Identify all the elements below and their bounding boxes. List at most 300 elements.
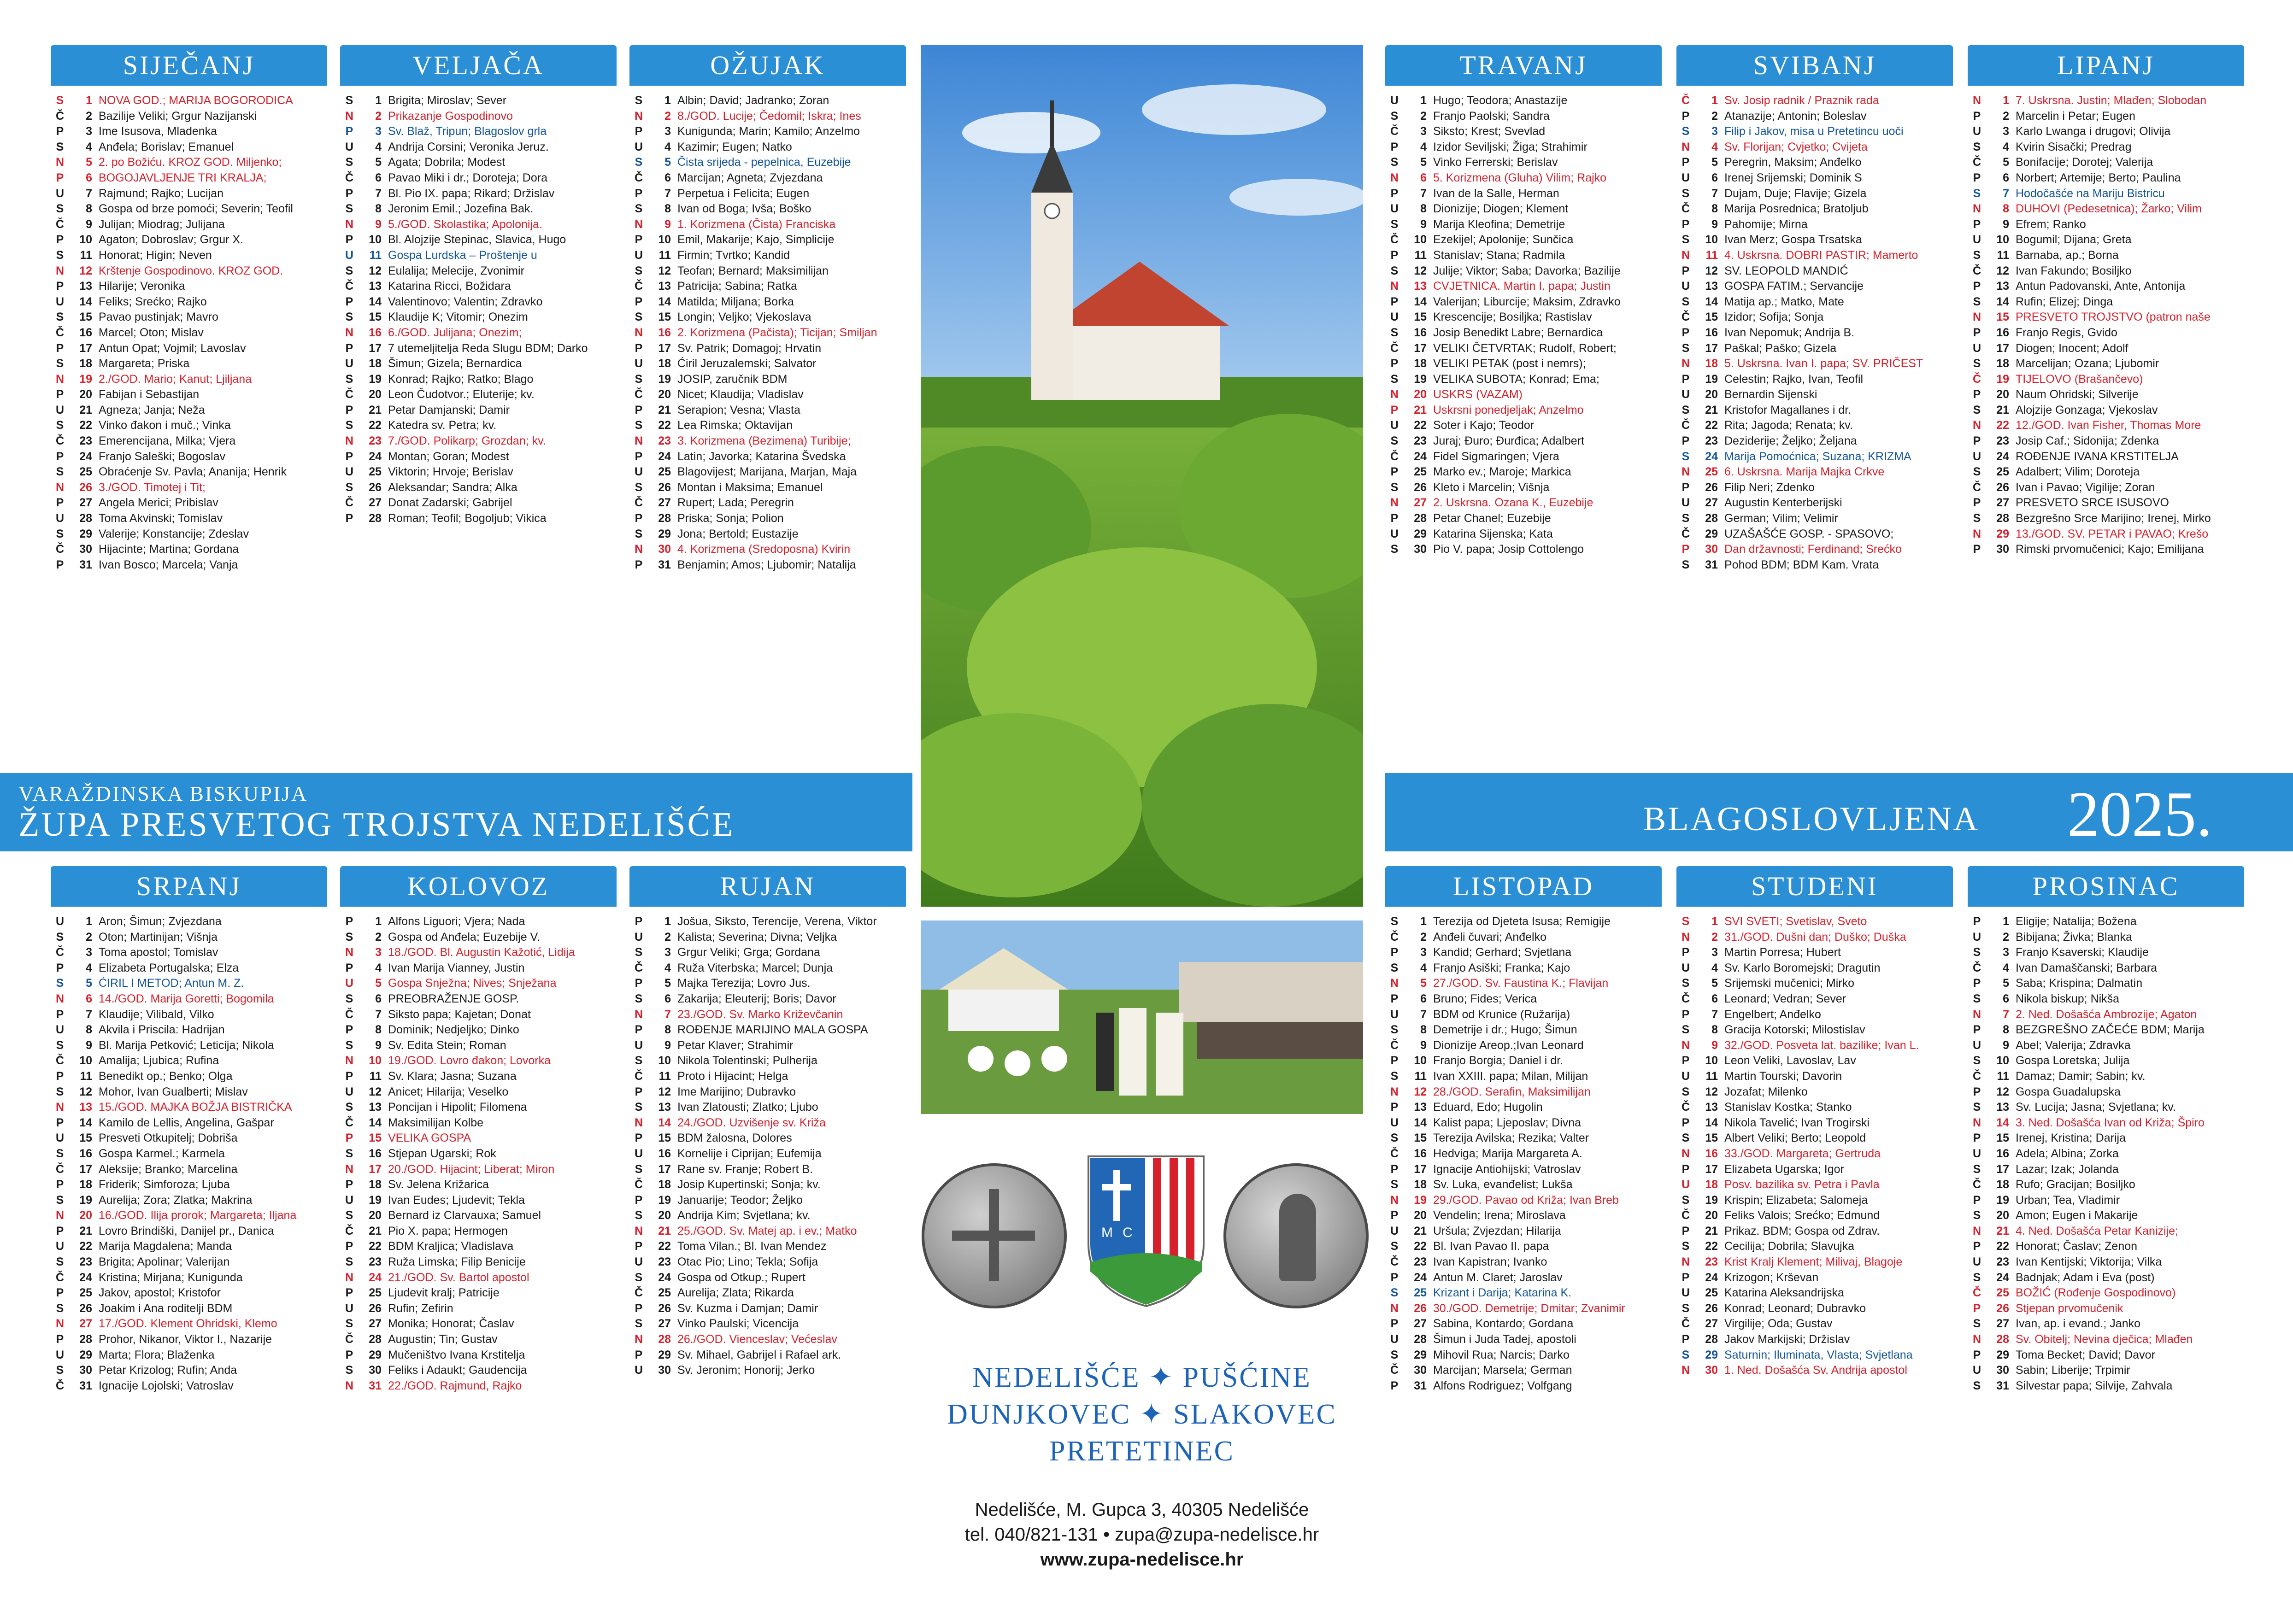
day-row [1676,914,1953,930]
day-number: 8 [375,1023,382,1037]
weekday-letter: Č [1681,1209,1690,1222]
saint-names: BEZGREŠNO ZAČEĆE BDM; Marija [2016,1023,2205,1037]
day-row [1968,1255,2244,1270]
day-row [340,1348,617,1363]
weekday-letter: N [55,481,65,494]
saint-names: Nikola Tavelić; Ivan Trogirski [1724,1116,1870,1129]
day-row [1385,186,1662,202]
day-number: 25 [658,1286,671,1300]
day-number: 22 [1996,419,2009,432]
weekday-letter: U [634,357,643,370]
day-number: 18 [1996,1178,2009,1191]
day-row [629,930,906,945]
weekday-letter: Č [345,280,354,293]
weekday-letter: U [1681,1286,1690,1300]
day-number: 28 [369,512,382,525]
saint-names: 29./GOD. Pavao od Križa; Ivan Breb [1433,1193,1619,1207]
day-row [1968,1332,2244,1348]
day-row [1385,1131,1662,1146]
weekday-letter: S [635,372,643,386]
weekday-letter: S [56,1085,64,1098]
day-number: 25 [369,465,382,479]
day-row [1968,294,2244,310]
day-number: 2 [1711,109,1718,123]
day-number: 15 [1414,1132,1427,1145]
day-row [51,1301,327,1317]
day-number: 25 [1705,465,1718,479]
day-row [1676,325,1953,341]
weekday-letter: P [1390,1317,1399,1331]
day-row [340,961,617,976]
weekday-letter: S [56,140,64,153]
saint-names: 22./GOD. Rajmund, Rajko [388,1379,522,1392]
saint-names: Bruno; Fides; Verica [1433,992,1537,1005]
day-row [1968,976,2244,991]
weekday-letter: U [1972,1038,1981,1052]
day-row [340,1239,617,1255]
day-row [629,325,906,341]
saint-names: Filip i Jakov, misa u Pretetincu uoči [1724,125,1904,138]
contact-website[interactable]: www.zupa-nedelisce.hr [1040,1549,1244,1570]
saint-names: Blagovijest; Marijana, Marjan, Maja [677,465,857,479]
weekday-letter: U [1390,94,1399,107]
saint-names: Otac Pio; Lino; Tekla; Sofija [677,1255,818,1269]
weekday-letter: N [345,1162,354,1176]
day-row [1385,1363,1662,1378]
saint-names: Franjo Paolski; Sandra [1433,109,1550,123]
weekday-letter: S [1390,481,1399,494]
weekday-letter: Č [345,171,354,184]
saint-names: Deziderije; Željko; Željana [1724,434,1857,448]
saint-names: Vinko Paulski; Vicencija [677,1317,799,1331]
day-number: 7 [375,187,382,200]
saint-names: ROĐENJE IVANA KRSTITELJA [2016,450,2179,463]
day-row [51,93,327,109]
day-number: 30 [1705,1364,1718,1377]
weekday-letter: U [1972,1364,1981,1377]
saint-names: Pahomije; Mirna [1724,217,1808,231]
weekday-letter: P [56,1224,64,1237]
saint-names: Julijan; Miodrag; Julijana [99,217,225,231]
day-list [1676,914,1953,1378]
saint-names: Stanislav; Stana; Radmila [1433,248,1565,262]
saint-names: Engelbert; Anđelko [1724,1008,1821,1021]
saint-names: Marcijan; Marsela; German [1433,1364,1572,1377]
day-row [629,170,906,186]
weekday-letter: S [1682,1085,1690,1098]
day-row [1385,1085,1662,1100]
weekday-letter: U [345,248,354,262]
day-row [1385,387,1662,403]
day-row [1968,232,2244,248]
day-row [629,511,906,527]
day-number: 1 [1420,915,1427,928]
day-number: 18 [79,1178,92,1191]
day-row [340,1146,617,1162]
month-kolovoz [340,866,617,1394]
day-number: 27 [369,496,382,510]
weekday-letter: P [1390,295,1399,308]
day-row [1676,511,1953,527]
day-number: 5 [2003,156,2009,169]
day-number: 25 [1705,1286,1718,1300]
weekday-letter: Č [1390,1255,1399,1269]
weekday-letter: S [56,527,64,540]
day-row [51,341,327,357]
day-row [1968,1038,2244,1054]
weekday-letter: S [1682,1240,1690,1253]
day-number: 12 [658,1085,671,1098]
saint-names: 33./GOD. Margareta; Gertruda [1724,1147,1881,1160]
saint-names: USKRS (VAZAM) [1433,388,1523,401]
saint-names: Honorat; Higin; Neven [99,248,212,262]
saint-names: Krescencije; Bosiljka; Rastislav [1433,311,1592,324]
saint-names: Krispin; Elizabeta; Salomeja [1724,1193,1868,1207]
day-number: 22 [369,419,382,432]
day-number: 23 [369,434,382,448]
contact-phone-email[interactable]: tel. 040/821-131 • zupa@zupa-nedelisce.hr [964,1524,1319,1545]
day-row [1385,140,1662,155]
day-number: 1 [2003,915,2009,928]
weekday-letter: P [635,1085,643,1098]
saint-names: Marcelin i Petar; Eugen [2016,109,2135,123]
day-row [1385,1115,1662,1131]
day-number: 15 [1996,311,2009,324]
saint-names: Margareta; Priska [99,357,190,370]
day-row [1968,403,2244,418]
weekday-letter: U [1390,311,1399,324]
saint-names: Rupert; Lada; Peregrin [677,496,794,510]
saint-names: Dionizije Areop.;Ivan Leonard [1433,1038,1584,1052]
day-row [340,464,617,480]
day-row [629,93,906,109]
saint-names: 2. Uskrsna. Ozana K., Euzebije [1433,496,1593,510]
month-header: STUDENI [1676,866,1953,907]
weekday-letter: P [345,512,353,525]
weekday-letter: P [345,1132,353,1145]
day-row [1676,1115,1953,1131]
weekday-letter: P [345,961,353,974]
saint-names: 4. Uskrsna. DOBRI PASTIR; Mamerto [1724,248,1918,262]
day-number: 17 [1996,1162,2009,1176]
day-number: 27 [1414,496,1427,510]
day-number: 4 [1711,961,1718,974]
day-row [1676,1038,1953,1054]
day-number: 8 [1711,202,1718,216]
weekday-letter: Č [1972,1286,1981,1300]
saint-names: Albin; David; Jadranko; Zoran [677,94,829,107]
weekday-letter: U [1390,1224,1399,1237]
weekday-letter: N [634,434,643,448]
svg-text:C: C [1123,1225,1133,1240]
weekday-letter: Č [55,1162,65,1176]
weekday-letter: N [345,109,354,123]
parish-title: ŽUPA PRESVETOG TROJSTVA NEDELIŠĆE [18,806,735,844]
weekday-letter: P [345,403,353,416]
saint-names: Ivan XXIII. papa; Milan, Milijan [1433,1069,1588,1083]
day-row [51,1224,327,1239]
day-row [1385,1177,1662,1193]
day-number: 10 [1996,233,2009,246]
day-number: 12 [79,1085,92,1098]
month-header: SVIBANJ [1676,45,1953,86]
saint-names: Valentinovo; Valentin; Zdravko [388,295,543,308]
day-row [340,1162,617,1178]
weekday-letter: N [1390,496,1399,510]
weekday-letter: S [56,465,64,479]
saint-names: Petar Krizolog; Rufin; Anda [99,1364,237,1377]
day-row [629,480,906,496]
saint-names: Ljudevit kralj; Patricije [388,1286,500,1300]
weekday-letter: S [1973,1162,1981,1176]
saint-names: Donat Zadarski; Gabrijel [388,496,512,510]
saint-names: 30./GOD. Demetrije; Dmitar; Zvanimir [1433,1302,1625,1315]
day-number: 14 [1414,1116,1427,1129]
day-row [340,1255,617,1270]
day-row [1676,1316,1953,1332]
day-row [340,1224,617,1239]
day-number: 25 [658,465,671,479]
day-row [1968,356,2244,372]
weekday-letter: U [1390,527,1399,540]
saint-names: 5./GOD. Skolastika; Apolonija. [388,217,542,231]
day-number: 28 [1414,1333,1427,1346]
weekday-letter: S [635,946,643,959]
day-row [1385,201,1662,217]
weekday-letter: P [56,341,64,355]
day-number: 20 [79,1209,92,1222]
saint-names: Fabijan i Sebastijan [99,388,200,401]
weekday-letter: N [1681,1147,1690,1160]
weekday-letter: N [1681,465,1690,479]
day-row [1385,1285,1662,1301]
villages-block [921,1359,1363,1470]
weekday-letter: Č [345,1116,354,1129]
saint-names: 14./GOD. Marija Goretti; Bogomila [99,992,274,1005]
day-number: 9 [375,217,382,231]
day-number: 12 [1705,1085,1718,1098]
saint-names: Hodočašće na Mariju Bistricu [2016,187,2165,200]
weekday-letter: Č [1390,930,1399,944]
day-row [1385,248,1662,264]
day-row [1676,480,1953,496]
weekday-letter: S [1682,450,1690,463]
day-row [340,1301,617,1317]
day-number: 8 [2003,202,2009,216]
day-number: 5 [664,977,671,990]
day-number: 26 [1996,1302,2009,1315]
saint-names: Aurelija; Zlata; Rikarda [677,1286,794,1300]
weekday-letter: P [1682,217,1690,231]
saint-names: Josip Benedikt Labre; Bernardica [1433,326,1603,339]
saint-names: Hedviga; Marija Margareta A. [1433,1147,1582,1160]
day-number: 6 [2003,171,2009,184]
day-row [1385,1332,1662,1348]
saint-names: PRESVETO SRCE ISUSOVO [2016,496,2169,510]
weekday-letter: Č [634,961,643,974]
day-row [1968,511,2244,527]
day-row [340,914,617,930]
saint-names: Atanazije; Antonin; Boleslav [1724,109,1867,123]
weekday-letter: P [1973,217,1981,231]
day-number: 9 [1420,1038,1427,1052]
saint-names: JOSIP, zaručnik BDM [677,372,788,386]
day-number: 10 [658,233,671,246]
weekday-letter: S [1390,1348,1399,1361]
saint-names: Amon; Eugen i Makarije [2016,1209,2138,1222]
weekday-letter: Č [634,496,643,510]
day-row [340,140,617,155]
day-number: 5 [1711,977,1718,990]
day-number: 11 [80,248,92,262]
saint-names: Emil, Makarije; Kajo, Simplicije [677,233,835,246]
saint-names: Poncijan i Hipolit; Filomena [388,1101,527,1114]
day-number: 15 [1705,1132,1718,1145]
weekday-letter: S [1390,915,1399,928]
saint-names: Feliks; Srećko; Rajko [99,295,207,308]
day-number: 22 [658,1240,671,1253]
weekday-letter: N [634,109,643,123]
day-row [1385,991,1662,1007]
day-row [1385,480,1662,496]
saint-names: Krizogon; Krševan [1724,1271,1819,1284]
weekday-letter: P [1973,1132,1981,1145]
day-row [1676,264,1953,279]
weekday-letter: U [634,1147,643,1160]
saint-names: Ivan Kapistran; Ivanko [1433,1255,1547,1269]
saint-names: Aurelija; Zora; Zlatka; Makrina [99,1193,253,1207]
saint-names: CVJETNICA. Martin I. papa; Justin [1433,280,1611,293]
day-row [51,170,327,186]
day-number: 29 [369,1348,382,1361]
day-number: 19 [79,1193,92,1207]
saint-names: Mihovil Rua; Narcis; Darko [1433,1348,1570,1361]
day-row [1968,1177,2244,1193]
day-number: 3 [86,946,92,959]
weekday-letter: P [1390,403,1399,416]
saint-names: Antun M. Claret; Jaroslav [1433,1271,1563,1284]
coat-of-arms-icon [1084,1152,1208,1308]
weekday-letter: P [1973,543,1981,556]
saint-names: Anđela; Borislav; Emanuel [99,140,234,153]
day-row [51,1038,327,1054]
day-row [1385,1255,1662,1270]
day-row [629,1193,906,1208]
day-row [340,201,617,217]
weekday-letter: S [345,1209,353,1222]
weekday-letter: P [1390,1054,1399,1067]
day-number: 19 [1705,1193,1718,1207]
day-row [629,1053,906,1069]
day-number: 24 [79,450,92,463]
weekday-letter: S [635,419,643,432]
day-row [1676,1177,1953,1193]
weekday-letter: S [1390,434,1399,448]
weekday-letter: N [55,372,65,386]
day-number: 2 [664,930,671,944]
saint-names: Gospa Loretska; Julija [2016,1054,2130,1067]
weekday-letter: U [1681,171,1690,184]
saint-names: PREOBRAŽENJE GOSP. [388,992,519,1005]
saint-names: Stjepan prvomučenik [2016,1302,2123,1315]
day-number: 4 [375,140,382,153]
saint-names: Saturnin; Iluminata, Vlasta; Svjetlana [1724,1348,1913,1361]
weekday-letter: S [345,1101,353,1114]
weekday-letter: Č [1681,311,1690,324]
saint-names: Alojzije Gonzaga; Vjekoslav [2016,403,2158,416]
day-number: 11 [1997,248,2009,262]
saint-names: Agneza; Janja; Neža [99,403,205,416]
day-row [629,434,906,449]
saint-names: Bernardin Sijenski [1724,388,1817,401]
weekday-letter: U [55,403,65,416]
day-number: 18 [1414,1178,1427,1191]
day-row [629,186,906,202]
saint-names: ROĐENJE MARIJINO MALA GOSPA [677,1023,868,1037]
day-row [629,1022,906,1038]
weekday-letter: P [345,915,353,928]
weekday-letter: U [1972,930,1981,944]
weekday-letter: N [634,1116,643,1129]
weekday-letter: P [1390,1162,1399,1176]
weekday-letter: N [1390,388,1399,401]
saint-names: Martin Porresa; Hubert [1724,946,1841,959]
day-row [1968,1378,2244,1394]
weekday-letter: U [634,1255,643,1269]
saint-names: 5. Korizmena (Gluha) Vilim; Rajko [1433,171,1607,184]
day-number: 19 [79,372,92,386]
weekday-letter: S [1973,1054,1981,1067]
saint-names: Bl. Ivan Pavao II. papa [1433,1240,1549,1253]
day-number: 28 [1705,512,1718,525]
saint-names: Krizant i Darija; Katarina K. [1433,1286,1572,1300]
saint-names: Sv. Patrik; Domagoj; Hrvatin [677,341,822,355]
day-row [51,418,327,434]
day-row [1385,945,1662,961]
day-row [629,1069,906,1085]
day-number: 5 [375,977,382,990]
medal-saint-figure [1279,1194,1316,1281]
day-row [51,140,327,155]
day-number: 28 [1705,1333,1718,1346]
day-number: 24 [1996,1271,2009,1284]
day-number: 13 [658,280,671,293]
weekday-letter: N [345,946,354,959]
day-row [1676,1332,1953,1348]
saint-names: Prikazanje Gospodinovo [388,109,513,123]
day-number: 21 [79,403,92,416]
day-number: 7 [664,1008,671,1021]
day-list [1676,93,1953,573]
day-list [1385,914,1662,1394]
day-row [1676,1285,1953,1301]
day-number: 28 [1996,512,2009,525]
villages-line-3: PRETETINEC [1049,1436,1235,1467]
day-row [1676,387,1953,403]
saint-names: SV. LEOPOLD MANDIĆ [1724,264,1848,277]
year-banner [1385,773,2293,851]
saint-names: Sv. Josip radnik / Praznik rada [1724,94,1879,107]
day-number: 27 [369,1317,382,1331]
saint-names: 2. po Božiću. KROZ GOD. Miljenko; [99,156,282,169]
weekday-letter: P [1390,140,1399,153]
day-number: 29 [1996,527,2009,540]
weekday-letter: P [1973,977,1981,990]
weekday-letter: S [345,1364,353,1377]
saint-names: Brigita; Apolinar; Valerijan [99,1255,230,1269]
day-row [340,341,617,357]
weekday-letter: P [56,450,64,463]
